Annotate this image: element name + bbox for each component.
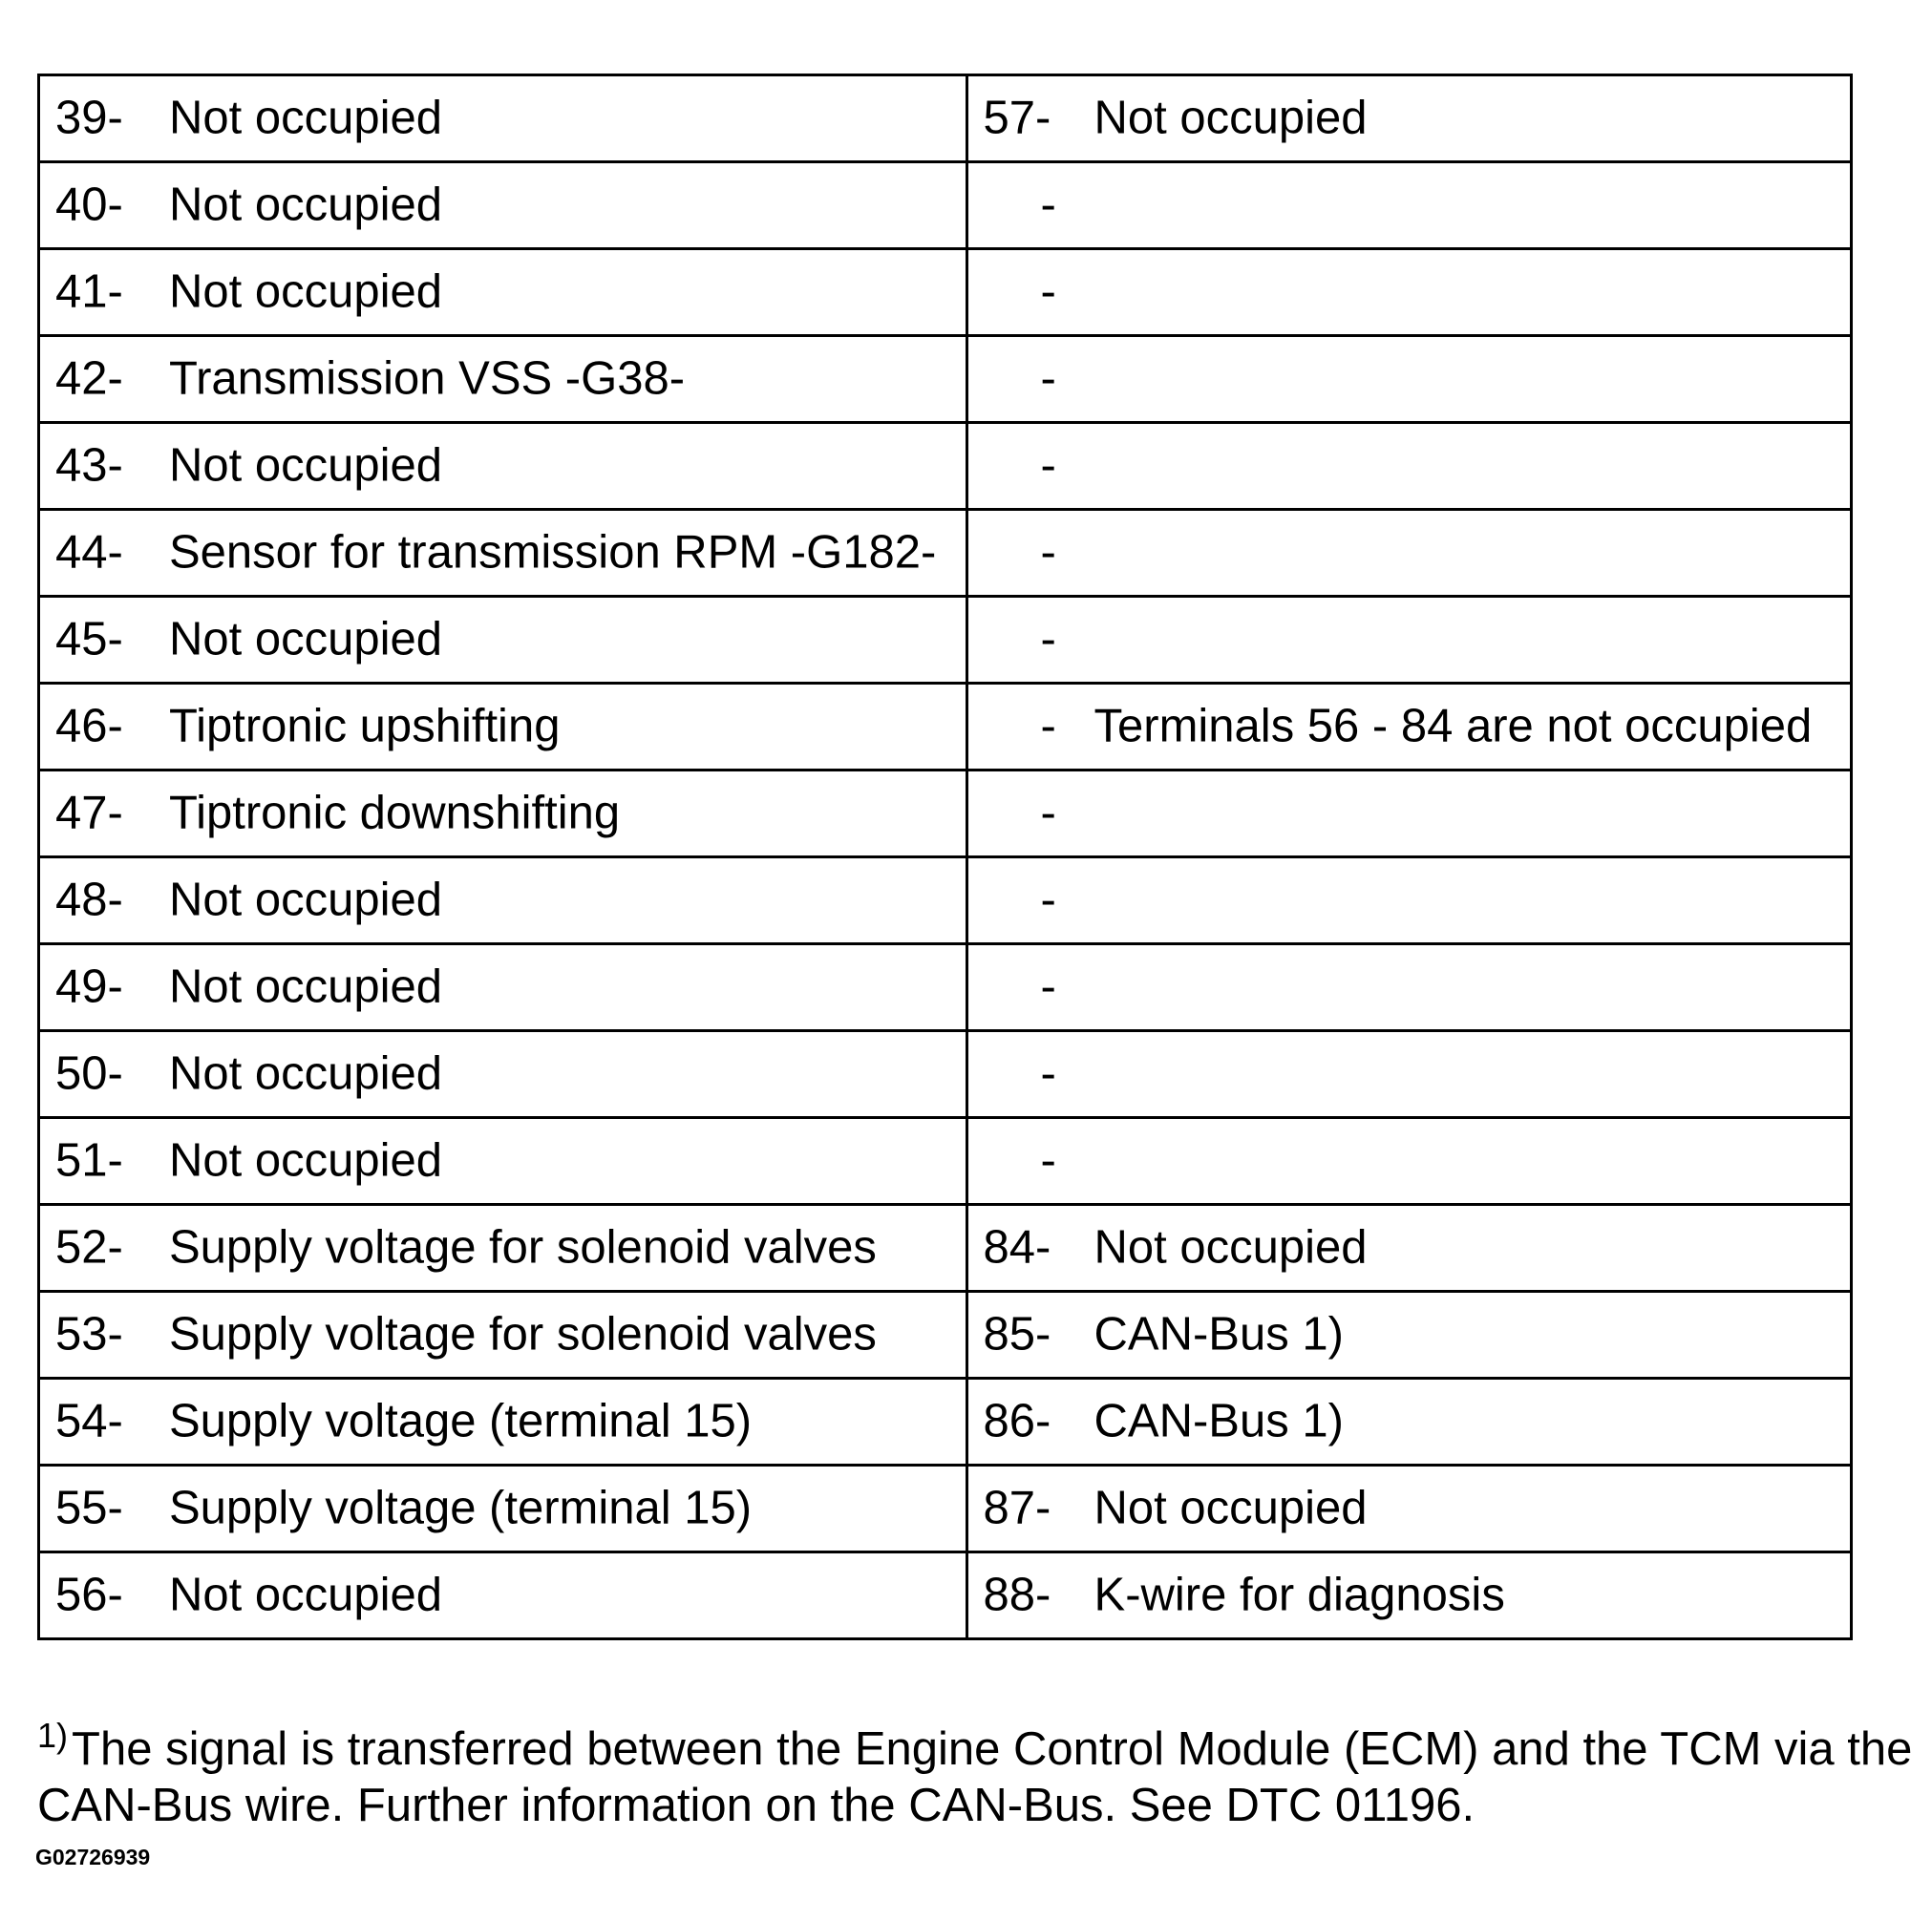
terminal-description: Not occupied — [169, 613, 443, 665]
left-terminal-cell — [39, 1118, 967, 1205]
terminal-dash: - — [1040, 700, 1056, 752]
terminal-description: Not occupied — [169, 874, 443, 926]
figure-id: G02726939 — [35, 1845, 151, 1869]
left-terminal-cell — [39, 75, 967, 162]
right-terminal-cell — [966, 597, 1851, 684]
terminal-description: Not occupied — [169, 960, 443, 1013]
terminal-number: 52- — [55, 1221, 123, 1274]
terminal-description: Terminals 56 - 84 are not occupied — [1093, 700, 1813, 752]
right-terminal-cell — [966, 1466, 1851, 1552]
right-terminal-cell — [966, 162, 1851, 249]
terminal-description: Not occupied — [169, 92, 443, 144]
terminal-number: 41- — [55, 265, 123, 318]
table-row — [39, 684, 1852, 771]
table-row — [39, 857, 1852, 944]
terminal-description: Not occupied — [169, 1047, 443, 1100]
left-terminal-cell — [39, 423, 967, 510]
right-terminal-cell — [966, 423, 1851, 510]
table-row — [39, 771, 1852, 857]
terminal-number: 51- — [55, 1134, 123, 1187]
right-terminal-cell — [966, 944, 1851, 1031]
terminal-assignment-table — [37, 74, 1853, 1640]
terminal-number: 39- — [55, 92, 123, 144]
footnote-text-1: The signal is transferred between the Engine Control Module (ECM) and the TCM via the — [72, 1723, 1913, 1775]
terminal-dash: - — [1040, 352, 1056, 405]
terminal-table-body — [39, 75, 1852, 1639]
terminal-dash: - — [1040, 874, 1056, 926]
terminal-number: 49- — [55, 960, 123, 1013]
left-terminal-cell — [39, 249, 967, 336]
terminal-number: 45- — [55, 613, 123, 665]
terminal-dash: - — [1040, 1134, 1056, 1187]
terminal-number: 50- — [55, 1047, 123, 1100]
table-row — [39, 1118, 1852, 1205]
right-terminal-cell — [966, 1552, 1851, 1639]
terminal-dash: - — [1040, 526, 1056, 579]
left-terminal-cell — [39, 857, 967, 944]
terminal-dash: - — [1040, 179, 1056, 231]
terminal-number: 46- — [55, 700, 123, 752]
terminal-description: Transmission VSS -G38- — [169, 352, 686, 405]
terminal-dash: - — [1040, 613, 1056, 665]
terminal-description: Not occupied — [1093, 92, 1368, 144]
left-terminal-cell — [39, 1552, 967, 1639]
table-row — [39, 1292, 1852, 1379]
terminal-dash: - — [1040, 439, 1056, 492]
terminal-number: 55- — [55, 1482, 123, 1534]
terminal-number: 85- — [983, 1308, 1051, 1361]
table-row — [39, 75, 1852, 162]
terminal-number: 47- — [55, 787, 123, 839]
right-terminal-cell — [966, 249, 1851, 336]
terminal-description: Not occupied — [1093, 1221, 1368, 1274]
footnote-line-2: CAN-Bus wire. Further information on the CAN-Bus. See DTC 01196. — [37, 1780, 1476, 1831]
terminal-description: Supply voltage (terminal 15) — [169, 1482, 753, 1534]
terminal-description: CAN-Bus 1) — [1093, 1395, 1344, 1447]
right-terminal-cell — [966, 1031, 1851, 1118]
terminal-dash: - — [1040, 265, 1056, 318]
terminal-number: 84- — [983, 1221, 1051, 1274]
table-row — [39, 336, 1852, 423]
footnote-line-1 — [37, 1707, 1928, 1778]
left-terminal-cell — [39, 510, 967, 597]
table-row — [39, 1466, 1852, 1552]
terminal-description: Not occupied — [169, 1569, 443, 1621]
terminal-description: Not occupied — [169, 1134, 443, 1187]
left-terminal-cell — [39, 162, 967, 249]
left-terminal-cell — [39, 771, 967, 857]
terminal-number: 54- — [55, 1395, 123, 1447]
right-terminal-cell — [966, 1292, 1851, 1379]
terminal-number: 53- — [55, 1308, 123, 1361]
terminal-number: 88- — [983, 1569, 1051, 1621]
terminal-description: Supply voltage for solenoid valves — [169, 1308, 877, 1361]
right-terminal-cell — [966, 336, 1851, 423]
left-terminal-cell — [39, 684, 967, 771]
terminal-description: Tiptronic downshifting — [169, 787, 621, 839]
terminal-number: 42- — [55, 352, 123, 405]
terminal-number: 40- — [55, 179, 123, 231]
footnote — [37, 1707, 1928, 1834]
table-row — [39, 423, 1852, 510]
left-terminal-cell — [39, 1466, 967, 1552]
terminal-number: 56- — [55, 1569, 123, 1621]
terminal-number: 87- — [983, 1482, 1051, 1534]
table-row — [39, 944, 1852, 1031]
terminal-number: 57- — [983, 92, 1051, 144]
terminal-number: 44- — [55, 526, 123, 579]
left-terminal-cell — [39, 1205, 967, 1292]
table-row — [39, 510, 1852, 597]
terminal-description: Not occupied — [1093, 1482, 1368, 1534]
left-terminal-cell — [39, 597, 967, 684]
terminal-description: Tiptronic upshifting — [169, 700, 561, 752]
table-row — [39, 1379, 1852, 1466]
terminal-dash: - — [1040, 787, 1056, 839]
terminal-number: 43- — [55, 439, 123, 492]
table-row — [39, 1031, 1852, 1118]
left-terminal-cell — [39, 1379, 967, 1466]
terminal-dash: - — [1040, 1047, 1056, 1100]
terminal-description: Sensor for transmission RPM -G182- — [169, 526, 937, 579]
table-row — [39, 1205, 1852, 1292]
right-terminal-cell — [966, 684, 1851, 771]
left-terminal-cell — [39, 944, 967, 1031]
terminal-description: Supply voltage (terminal 15) — [169, 1395, 753, 1447]
table-row — [39, 249, 1852, 336]
right-terminal-cell — [966, 1205, 1851, 1292]
table-row — [39, 1552, 1852, 1639]
terminal-description: K-wire for diagnosis — [1093, 1569, 1505, 1621]
right-terminal-cell — [966, 75, 1851, 162]
terminal-description: CAN-Bus 1) — [1093, 1308, 1344, 1361]
table-row — [39, 162, 1852, 249]
terminal-description: Not occupied — [169, 265, 443, 318]
terminal-dash: - — [1040, 960, 1056, 1013]
left-terminal-cell — [39, 1031, 967, 1118]
footnote-marker: 1) — [37, 1716, 69, 1755]
terminal-description: Not occupied — [169, 179, 443, 231]
left-terminal-cell — [39, 1292, 967, 1379]
terminal-number: 48- — [55, 874, 123, 926]
right-terminal-cell — [966, 510, 1851, 597]
table-row — [39, 597, 1852, 684]
terminal-description: Supply voltage for solenoid valves — [169, 1221, 877, 1274]
left-terminal-cell — [39, 336, 967, 423]
right-terminal-cell — [966, 771, 1851, 857]
right-terminal-cell — [966, 857, 1851, 944]
right-terminal-cell — [966, 1118, 1851, 1205]
terminal-description: Not occupied — [169, 439, 443, 492]
right-terminal-cell — [966, 1379, 1851, 1466]
terminal-number: 86- — [983, 1395, 1051, 1447]
